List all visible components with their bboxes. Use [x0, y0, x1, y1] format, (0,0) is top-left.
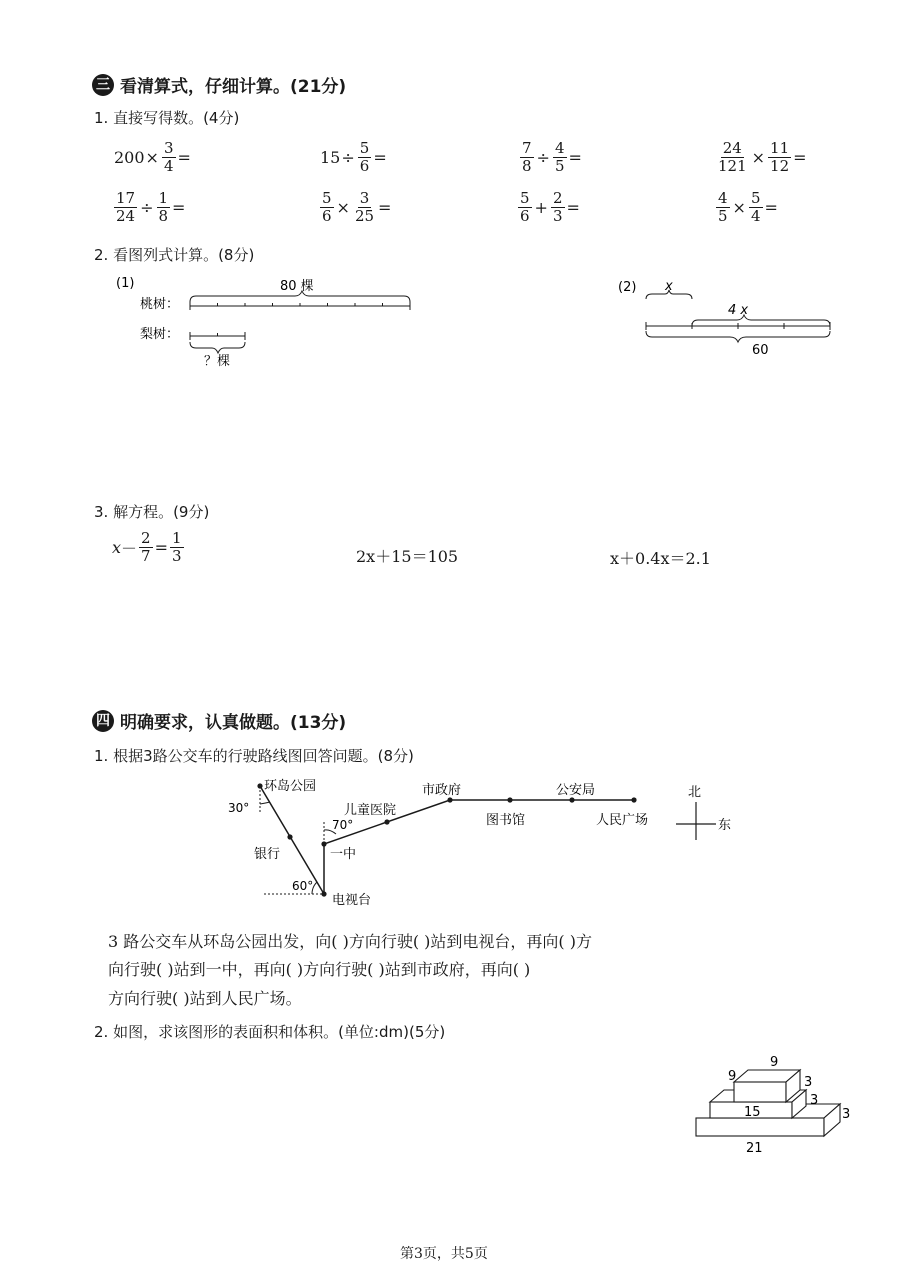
calc-r1-1: 200 × $\frac{3}{4}$ =: [114, 139, 191, 176]
box-outline: [696, 1070, 840, 1136]
dim-mid: 15: [744, 1105, 761, 1120]
pear-label: 梨树：: [140, 327, 180, 342]
compass-north: 北: [688, 785, 702, 800]
equation-1: x － $\frac{2}{7}$ = $\frac{1}{3}$: [112, 529, 182, 566]
calc-r2-2: $\frac{5}{6}$ × $\frac{3}{25}$ =: [322, 189, 392, 226]
stop-library: 图书馆: [486, 813, 526, 828]
calc-r1-4: $\frac{24}{121}$ × $\frac{11}{12}$ =: [718, 139, 807, 176]
calc-r2-3: $\frac{5}{6}$ + $\frac{2}{3}$ =: [520, 189, 580, 226]
dim-bottom: 21: [746, 1141, 763, 1156]
calc-r1-3: $\frac{7}{8}$ ÷ $\frac{4}{5}$ =: [522, 139, 582, 176]
compass-cross-icon: [676, 802, 716, 840]
calc-r2-4: $\frac{4}{5}$ × $\frac{5}{4}$ =: [718, 189, 778, 226]
equation-2: 2x＋15＝105: [356, 547, 459, 566]
route-line: [260, 786, 634, 894]
x-label: x: [665, 279, 673, 294]
question-3-2: 2. 看图列式计算。(8分): [94, 246, 255, 264]
angle-30-arc: [260, 802, 270, 804]
total-label: 80 棵: [280, 279, 314, 294]
dim-h1: 3: [804, 1075, 813, 1090]
question-4-2: 2. 如图，求该图形的表面积和体积。(单位:dm)(5分): [94, 1023, 446, 1041]
pear-brace: [190, 342, 245, 353]
question-3-1: 1. 直接写得数。(4分): [94, 109, 240, 127]
x-brace: [646, 290, 692, 299]
stop-police: 公安局: [556, 783, 596, 798]
bus-route-map: [220, 772, 760, 917]
section-4-badge: 四: [92, 710, 114, 732]
tree-diagram: [100, 270, 430, 375]
question-4-1: 1. 根据3路公交车的行驶路线图回答问题。(8分): [94, 747, 414, 765]
stop-square: 人民广场: [596, 813, 649, 828]
calc-r1-2: 15 ÷ $\frac{5}{6}$ =: [320, 139, 387, 176]
section-3-title: 看清算式，仔细计算。(21分): [120, 77, 347, 97]
dim-side: 9: [728, 1069, 737, 1084]
dim-h3: 3: [842, 1107, 851, 1122]
angle-30: 30°: [228, 801, 250, 815]
stepped-box-figure: [688, 1050, 858, 1160]
equation-3: x＋0.4x＝2.1: [610, 549, 711, 568]
unknown-label: ？棵: [204, 354, 231, 369]
sixty-brace: [646, 331, 830, 342]
stop-school: 一中: [330, 847, 357, 862]
section-3-badge: 三: [92, 74, 114, 96]
sixty-label: 60: [752, 343, 769, 358]
question-3-3: 3. 解方程。(9分): [94, 503, 210, 521]
stop-hospital: 儿童医院: [344, 803, 397, 818]
stop-tv: 电视台: [332, 893, 372, 908]
fill-line-2: 向行驶( )站到一中，再向( )方向行驶( )站到市政府，再向( ): [108, 960, 531, 979]
compass-east: 东: [718, 818, 732, 833]
fill-line-3: 方向行驶( )站到人民广场。: [108, 989, 302, 1008]
stop-bank: 银行: [254, 847, 281, 862]
diagram-2-number: (2): [618, 280, 637, 295]
dim-top: 9: [770, 1055, 779, 1070]
fourx-brace: [692, 315, 830, 326]
fourx-label: 4 x: [728, 303, 749, 318]
section-3-header: [92, 72, 346, 97]
dim-h2: 3: [810, 1093, 819, 1108]
diagram-1-number: (1): [116, 276, 135, 291]
page-footer: 第3页，共5页: [400, 1246, 488, 1262]
stop-park: 环岛公园: [264, 779, 317, 794]
x-diagram: [610, 274, 840, 364]
calc-r2-1: $\frac{17}{24}$ ÷ $\frac{1}{8}$ =: [116, 189, 186, 226]
section-4-title: 明确要求，认真做题。(13分): [120, 713, 347, 733]
fill-line-1: 3 路公交车从环岛公园出发，向( )方向行驶( )站到电视台，再向( )方: [108, 932, 592, 951]
section-4-header: [92, 708, 346, 733]
peach-label: 桃树：: [140, 297, 180, 312]
angle-60: 60°: [292, 879, 314, 893]
stop-gov: 市政府: [422, 783, 462, 798]
angle-70: 70°: [332, 818, 354, 832]
